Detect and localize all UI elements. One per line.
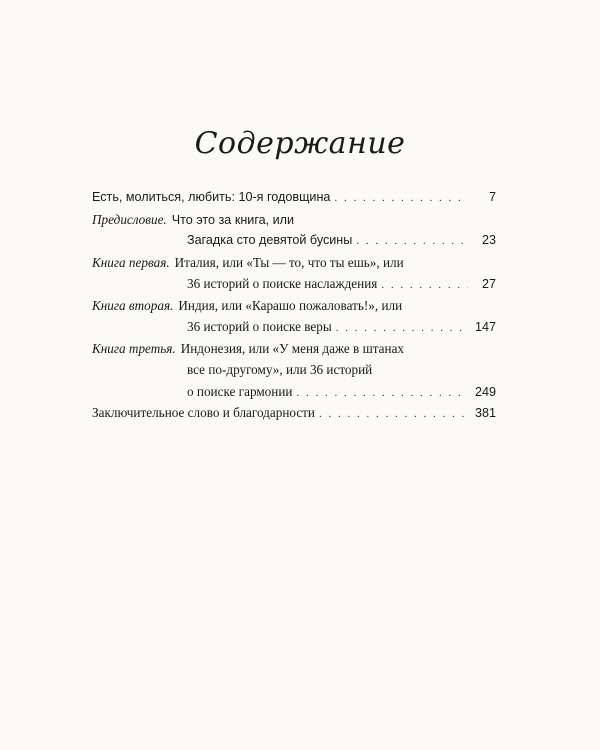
dot-leader [356,235,468,247]
toc-entry-afterword [92,405,496,427]
dot-leader [334,192,468,204]
page-number: 27 [481,277,496,291]
page-number: 147 [474,320,496,334]
section-label: Предисловие. [92,211,167,227]
section-label: Книга третья. [92,340,176,356]
section-label: Книга вторая. [92,297,174,313]
toc-entry-text: о поиске гармонии [187,383,293,399]
toc-entry-book-one-line-1 [92,255,496,277]
page-number: 249 [474,384,496,399]
toc-entry-text: Загадка сто девятой бусины [187,233,353,247]
toc-entry-text: Индонезия, или «У меня даже в штанах [180,340,405,356]
page-number: 7 [488,190,496,204]
dot-leader [336,322,468,334]
toc-entry-anniversary [92,190,496,212]
table-of-contents [92,190,496,427]
toc-entry-text: 36 историй о поиске веры [187,319,332,334]
page-title: Содержание [194,126,406,161]
toc-entry-text: Что это за книга, или [171,212,295,227]
toc-entry-text: Заключительное слово и благодарности [92,405,315,420]
toc-entry-book-two-line-2 [92,319,496,341]
toc-entry-preface-line-1 [92,212,496,234]
dot-leader [319,408,468,420]
toc-entry-text: Есть, молиться, любить: 10-я годовщина [92,190,331,204]
dot-leader [381,279,468,291]
toc-entry-text: 36 историй о поиске наслаждения [187,276,378,291]
page-number: 381 [474,406,496,420]
toc-entry-book-two-line-1 [92,298,496,320]
toc-entry-text: Италия, или «Ты — то, что ты ешь», или [174,254,404,270]
dot-leader [296,387,468,399]
page-number: 23 [481,233,496,247]
toc-entry-book-three-line-2 [92,362,496,384]
toc-entry-preface-line-2 [92,233,496,255]
toc-entry-book-one-line-2 [92,276,496,298]
toc-entry-book-three-line-1 [92,341,496,363]
toc-entry-text: все по-другому», или 36 историй [187,362,373,377]
toc-entry-text: Индия, или «Карашо пожаловать!», или [178,297,403,313]
section-label: Книга первая. [92,254,170,270]
toc-entry-book-three-line-3 [92,384,496,406]
